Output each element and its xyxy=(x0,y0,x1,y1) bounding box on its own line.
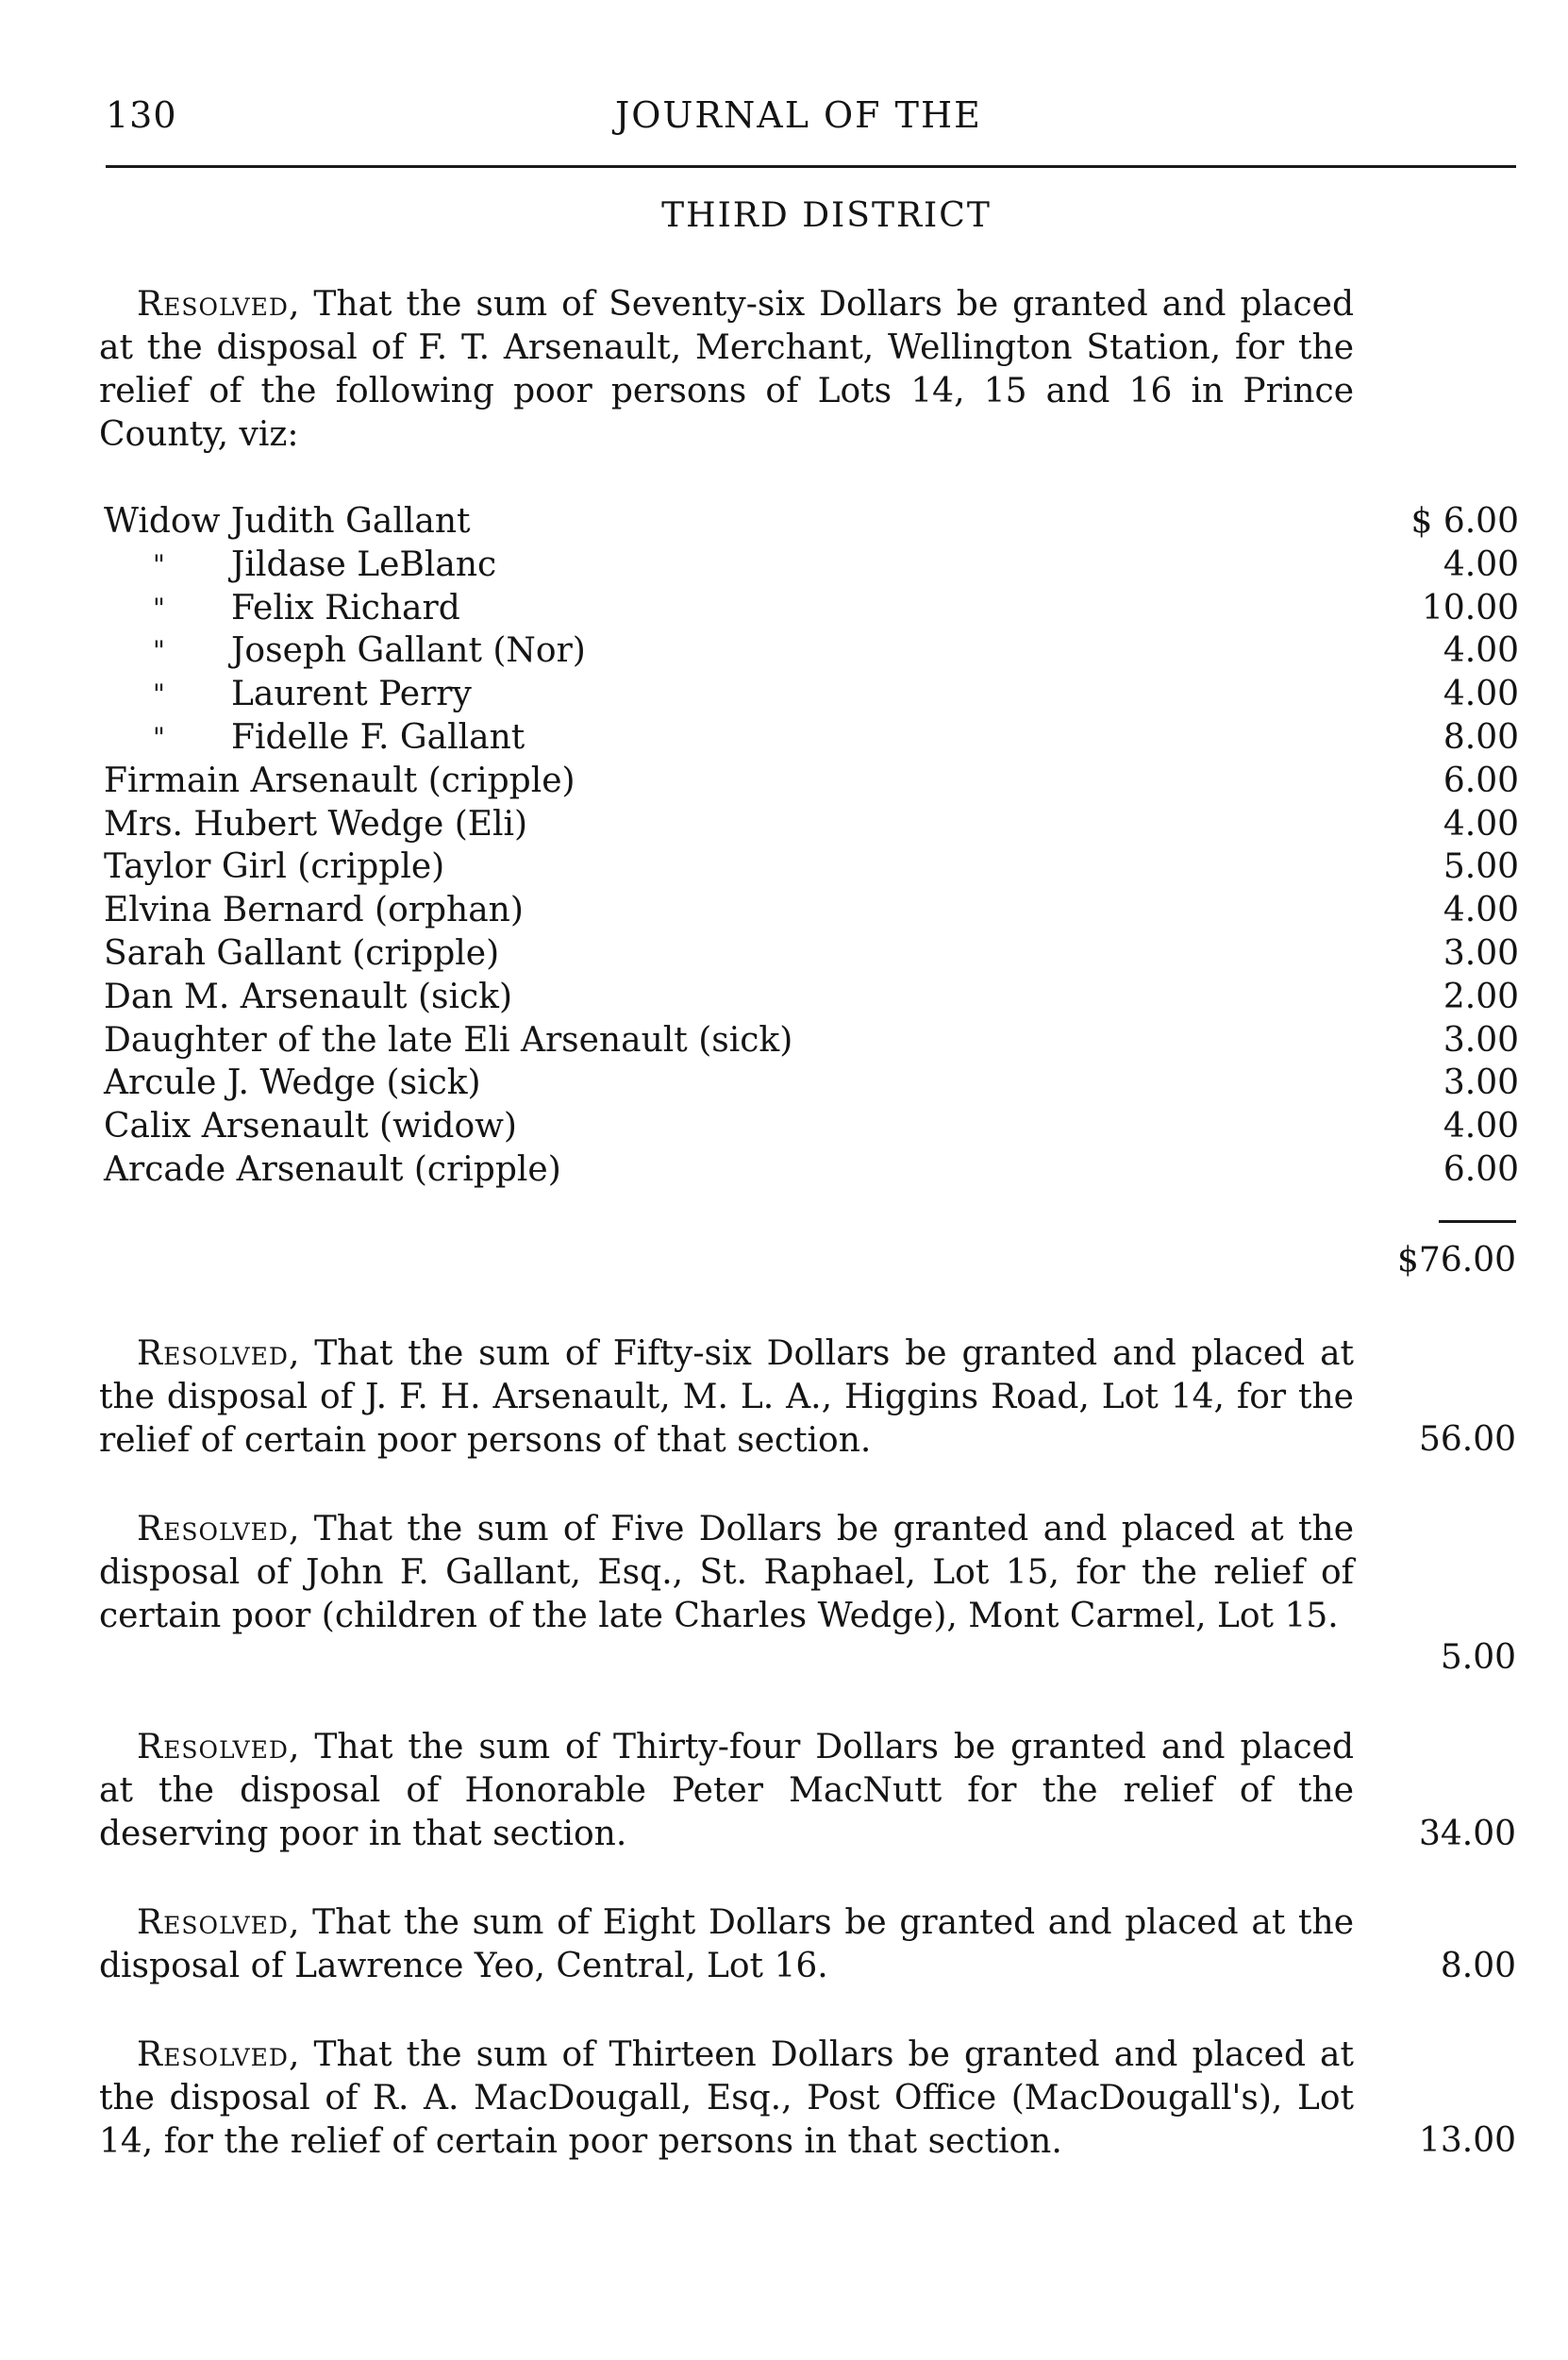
recipient-amount: 6.00 xyxy=(1443,761,1519,800)
page-header xyxy=(106,94,1516,142)
resolution-paragraph xyxy=(99,2034,1354,2164)
recipient-name: Jildase LeBlanc xyxy=(231,544,497,584)
ditto-mark: " xyxy=(153,678,165,711)
list-item xyxy=(104,845,1519,889)
resolution-paragraph xyxy=(99,1332,1354,1463)
resolution-text: , That the sum of Seventy-six Dollars be granted and placed at the disposal of F. T. Arsenault, Merchant, Wellington Station, for the relief of the following poor persons of Lots 14, 15 and 16 in Prince County, viz: xyxy=(99,285,1354,454)
recipient-name: Arcade Arsenault (cripple) xyxy=(104,1149,561,1189)
recipient-amount: 3.00 xyxy=(1443,1063,1519,1103)
recipient-name: Taylor Girl (cripple) xyxy=(104,847,445,887)
list-item xyxy=(104,1062,1519,1105)
resolved-lead: Resolved xyxy=(137,285,289,324)
recipient-name: Felix Richard xyxy=(231,588,460,628)
recipient-name: Laurent Perry xyxy=(231,675,472,714)
recipient-amount: 8.00 xyxy=(1443,717,1519,757)
recipient-amount: 4.00 xyxy=(1443,891,1519,930)
running-head: JOURNAL OF THE xyxy=(615,94,982,136)
recipient-name: Widow Judith Gallant xyxy=(104,502,471,541)
recipient-name: Daughter of the late Eli Arsenault (sick) xyxy=(104,1020,793,1060)
recipient-amount: $ 6.00 xyxy=(1410,502,1519,541)
list-item xyxy=(104,587,1519,630)
recipient-amount: 3.00 xyxy=(1443,1020,1519,1060)
resolution-text: , That the sum of Thirteen Dollars be granted and placed at the disposal of R. A. MacDougall, Esq., Post Office (MacDougall's), Lot 14, for the relief of certain poor persons in that section. xyxy=(99,2035,1354,2161)
resolved-lead: Resolved xyxy=(137,1728,289,1766)
list-item xyxy=(104,544,1519,587)
total-rule xyxy=(1439,1220,1516,1223)
recipient-amount: 2.00 xyxy=(1443,977,1519,1016)
recipient-name: Dan M. Arsenault (sick) xyxy=(104,977,513,1016)
list-item xyxy=(104,803,1519,846)
resolved-lead: Resolved xyxy=(137,2035,289,2074)
recipient-amount: 4.00 xyxy=(1443,675,1519,714)
list-item xyxy=(104,932,1519,976)
page-number: 130 xyxy=(106,94,177,136)
relief-list xyxy=(104,500,1519,1192)
list-item xyxy=(104,1105,1519,1148)
resolution-amount: 34.00 xyxy=(1418,1815,1516,1853)
recipient-name: Arcule J. Wedge (sick) xyxy=(104,1063,481,1103)
recipient-name: Fidelle F. Gallant xyxy=(231,717,525,757)
resolution-text: , That the sum of Thirty-four Dollars be granted and placed at the disposal of Honorable Peter MacNutt for the relief of the deserving poor in that section. xyxy=(99,1728,1354,1853)
resolution-amount: 5.00 xyxy=(1440,1638,1516,1677)
ditto-mark: " xyxy=(153,635,165,667)
list-item xyxy=(104,500,1519,544)
recipient-amount: 4.00 xyxy=(1443,544,1519,584)
recipient-amount: 3.00 xyxy=(1443,933,1519,973)
list-item xyxy=(104,716,1519,760)
resolution-amount: 8.00 xyxy=(1440,1947,1516,1985)
resolved-lead: Resolved xyxy=(137,1903,289,1942)
resolved-lead: Resolved xyxy=(137,1510,289,1548)
recipient-name: Firmain Arsenault (cripple) xyxy=(104,761,575,800)
recipient-name: Joseph Gallant (Nor) xyxy=(231,631,586,671)
recipient-amount: 5.00 xyxy=(1443,847,1519,887)
list-total: $76.00 xyxy=(1397,1241,1516,1280)
resolution-paragraph xyxy=(99,1726,1354,1856)
resolution-paragraph xyxy=(99,1901,1354,1988)
list-item xyxy=(104,889,1519,932)
resolution-amount: 56.00 xyxy=(1418,1420,1516,1459)
list-item xyxy=(104,976,1519,1019)
list-item xyxy=(104,760,1519,803)
list-item xyxy=(104,673,1519,716)
recipient-amount: 4.00 xyxy=(1443,1107,1519,1147)
recipient-amount: 10.00 xyxy=(1421,588,1519,628)
intro-resolution xyxy=(99,283,1354,457)
resolution-text: , That the sum of Five Dollars be granted and placed at the disposal of John F. Gallant, Esq., St. Raphael, Lot 15, for the relief of certain poor (children of the late Charles Wedge), Mont Carmel, Lot 15. xyxy=(99,1510,1354,1635)
list-item xyxy=(104,629,1519,673)
recipient-name: Calix Arsenault (widow) xyxy=(104,1107,517,1147)
resolution-text: , That the sum of Fifty-six Dollars be granted and placed at the disposal of J. F. H. Arsenault, M. L. A., Higgins Road, Lot 14, for the relief of certain poor persons of that section. xyxy=(99,1334,1354,1460)
list-item xyxy=(104,1148,1519,1192)
resolution-paragraph xyxy=(99,1508,1354,1638)
header-rule xyxy=(106,165,1516,168)
ditto-mark: " xyxy=(153,721,165,753)
resolution-text: , That the sum of Eight Dollars be granted and placed at the disposal of Lawrence Yeo, Central, Lot 16. xyxy=(99,1903,1354,1985)
recipient-amount: 4.00 xyxy=(1443,804,1519,844)
list-item xyxy=(104,1019,1519,1063)
resolved-lead: Resolved xyxy=(137,1334,289,1373)
section-heading: THIRD DISTRICT xyxy=(661,196,992,235)
ditto-mark: " xyxy=(153,592,165,624)
recipient-name: Sarah Gallant (cripple) xyxy=(104,933,500,973)
ditto-mark: " xyxy=(153,548,165,580)
recipient-name: Elvina Bernard (orphan) xyxy=(104,891,524,930)
resolution-amount: 13.00 xyxy=(1418,2121,1516,2160)
recipient-amount: 4.00 xyxy=(1443,631,1519,671)
recipient-name: Mrs. Hubert Wedge (Eli) xyxy=(104,804,528,844)
recipient-amount: 6.00 xyxy=(1443,1149,1519,1189)
